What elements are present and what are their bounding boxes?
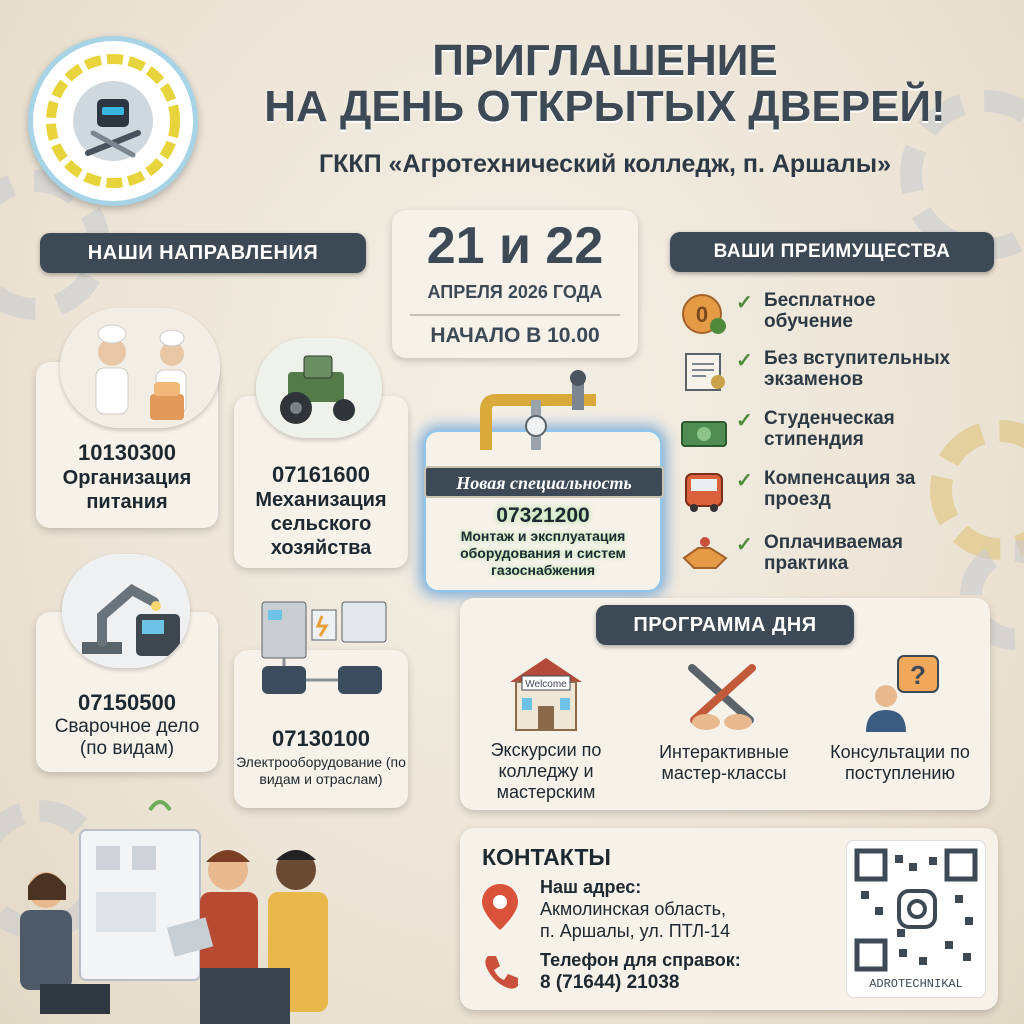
direction-name: Организация питания: [62, 467, 192, 513]
event-start-time: НАЧАЛО В 10.00: [430, 324, 600, 347]
bus-icon: [680, 470, 730, 514]
handshake-icon: [680, 534, 730, 578]
check-icon: ✓: [736, 292, 753, 314]
banknote-icon: [680, 410, 730, 454]
welcome-sign: Welcome: [525, 679, 567, 690]
title-line-1: ПРИГЛАШЕНИЕ: [432, 36, 778, 85]
check-icon: ✓: [736, 534, 753, 556]
check-icon: ✓: [736, 350, 753, 372]
address-line-2: п. Аршалы, ул. ПТЛ-14: [540, 921, 731, 941]
address-label: Наш адрес:: [540, 877, 642, 897]
divider: [410, 314, 620, 316]
direction-code: 07150500: [78, 690, 176, 715]
event-days: 21 и 22: [426, 217, 604, 275]
check-icon: ✓: [736, 410, 753, 432]
coin-icon: [680, 292, 730, 336]
direction-code: 07130100: [272, 726, 370, 751]
advantage-item: [680, 406, 1010, 462]
advantage-label: Оплачиваемая практика: [764, 532, 903, 574]
page-subtitle: ГККП «Агротехнический колледж, п. Аршалы»: [318, 150, 892, 178]
qr-caption: ADROTECHNIKAL: [869, 977, 963, 991]
advantage-label: Студенческая стипендия: [764, 408, 895, 450]
advantage-item: [680, 530, 1010, 586]
contacts-heading: КОНТАКТЫ: [482, 844, 611, 870]
advantage-item: [680, 346, 1010, 402]
chef-icon: [60, 308, 220, 428]
direction-code: 10130300: [78, 440, 176, 465]
certificate-icon: [680, 350, 730, 394]
students-illustration: [0, 800, 400, 1024]
directions-heading: НАШИ НАПРАВЛЕНИЯ: [40, 233, 366, 273]
phone-icon: [480, 950, 522, 992]
tools-icon: [680, 656, 764, 732]
new-specialty-code: 07321200: [496, 504, 590, 527]
check-icon: ✓: [736, 470, 753, 492]
title-line-2: НА ДЕНЬ ОТКРЫТЫХ ДВЕРЕЙ!: [264, 82, 946, 131]
svg-text:0: 0: [695, 302, 709, 327]
direction-name: Сварочное дело (по видам): [54, 716, 200, 759]
page-title: [220, 38, 990, 130]
svg-text:?: ?: [910, 660, 926, 690]
new-specialty-name: Монтаж и эксплуатация оборудования и систем газоснабжения: [460, 528, 626, 578]
address-line-1: Акмолинская область,: [540, 899, 727, 919]
advantages-heading: ВАШИ ПРЕИМУЩЕСТВА: [670, 232, 994, 272]
advantage-label: Без вступительных экзаменов: [764, 348, 951, 390]
tractor-icon: [256, 338, 382, 438]
date-card: [392, 210, 638, 358]
advantage-item: [680, 466, 1010, 522]
advantage-item: [680, 288, 1010, 344]
qr-code[interactable]: [846, 840, 986, 998]
new-specialty-badge: Новая специальность: [424, 466, 664, 498]
program-label: Экскурсии по колледжу и мастерским: [490, 740, 602, 802]
phone-number[interactable]: 8 (71644) 21038: [540, 972, 680, 993]
college-logo: [28, 36, 198, 206]
program-heading: ПРОГРАММА ДНЯ: [596, 605, 854, 645]
gas-pipes-icon: [476, 370, 616, 462]
location-pin-icon: [478, 880, 522, 934]
direction-code: 07161600: [272, 462, 370, 487]
building-icon: [502, 648, 590, 734]
direction-name: Электрооборудование (по видам и отраслам): [236, 754, 406, 787]
program-label: Интерактивные мастер-классы: [659, 742, 789, 783]
program-label: Консультации по поступлению: [830, 742, 970, 783]
phone-label: Телефон для справок:: [540, 950, 741, 970]
event-month-year: АПРЕЛЯ 2026 ГОДА: [427, 282, 603, 302]
advantage-label: Компенсация за проезд: [764, 468, 916, 510]
electric-equipment-icon: [254, 596, 394, 702]
direction-name: Механизация сельского хозяйства: [255, 489, 387, 559]
welding-robot-icon: [62, 554, 190, 668]
advantage-label: Бесплатное обучение: [764, 290, 876, 332]
consultation-icon: [858, 652, 946, 734]
